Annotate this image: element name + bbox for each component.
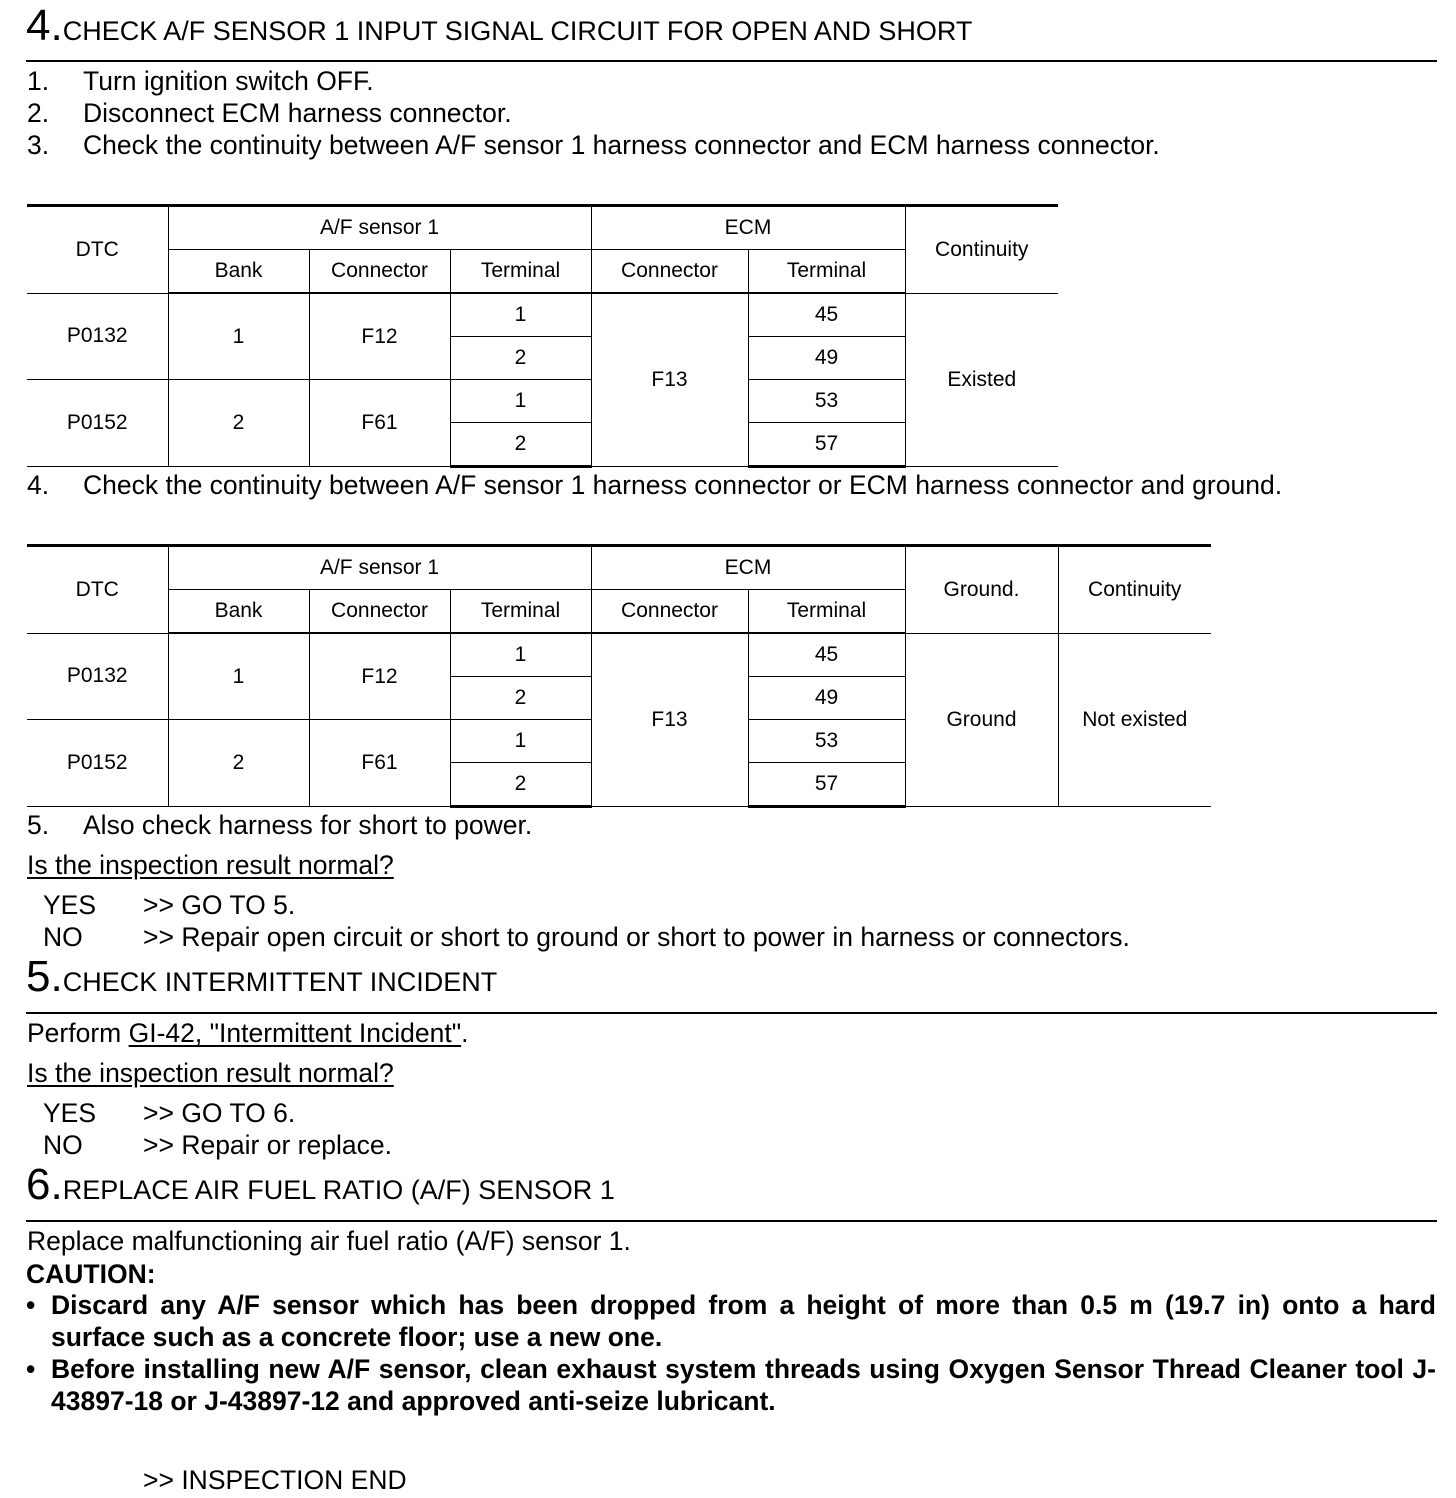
cell-dtc: P0132 xyxy=(27,293,168,380)
caution-bullet-1-text: Discard any A/F sensor which has been dropped from a height of more than 0.5 m (19.7 in) onto a hard surface such as a concrete floor; use a new one. xyxy=(51,1290,1436,1352)
step-5-number: 5. xyxy=(26,952,63,1001)
table-row xyxy=(27,633,1211,677)
header-ecm: ECM xyxy=(591,546,905,590)
step-6-title: REPLACE AIR FUEL RATIO (A/F) SENSOR 1 xyxy=(62,1175,615,1205)
cell-terminal: 1 xyxy=(450,293,591,337)
step-6-text: Replace malfunctioning air fuel ratio (A/F) sensor 1. xyxy=(27,1226,631,1256)
cell-dtc: P0132 xyxy=(27,633,168,720)
perform-suffix: . xyxy=(461,1018,469,1048)
item-3-text: Check the continuity between A/F sensor 1 harness connector and ECM harness connector. xyxy=(83,130,1160,160)
header-connector: Connector xyxy=(309,590,450,634)
header-dtc: DTC xyxy=(27,546,168,634)
caution-bullet-1 xyxy=(26,1289,1436,1353)
step-5-rule xyxy=(26,1012,1437,1014)
step-5-heading xyxy=(26,952,498,1001)
step-5-yes-label: YES xyxy=(43,1098,97,1128)
cell-connector: F12 xyxy=(309,293,450,380)
item-2-text: Disconnect ECM harness connector. xyxy=(83,98,512,128)
cell-connector: F61 xyxy=(309,720,450,807)
cell-terminal: 1 xyxy=(450,380,591,423)
header-bank: Bank xyxy=(168,590,309,634)
cell-bank: 2 xyxy=(168,380,309,467)
step-4-question-link[interactable]: Is the inspection result normal? xyxy=(27,850,394,880)
cell-dtc: P0152 xyxy=(27,720,168,807)
step-6-number: 6. xyxy=(26,1160,63,1209)
cell-terminal: 2 xyxy=(450,763,591,807)
step-5-no-text: >> Repair or replace. xyxy=(143,1130,392,1160)
table-row xyxy=(27,380,1058,423)
header-continuity: Continuity xyxy=(905,206,1058,294)
item-5-text: Also check harness for short to power. xyxy=(83,810,533,840)
item-3-number: 3. xyxy=(27,130,50,160)
step-5-title: CHECK INTERMITTENT INCIDENT xyxy=(62,967,498,997)
item-1-number: 1. xyxy=(27,66,50,96)
caution-bullet-2-text: Before installing new A/F sensor, clean exhaust system threads using Oxygen Sensor Thread Cleaner tool J-43897-18 or J-43897-12 and approved anti-seize lubricant. xyxy=(51,1354,1436,1416)
step-4-yes-text: >> GO TO 5. xyxy=(143,890,296,920)
bullet-dot: • xyxy=(26,1354,36,1384)
header-terminal: Terminal xyxy=(450,590,591,634)
header-dtc: DTC xyxy=(27,206,168,294)
table-row xyxy=(27,293,1058,337)
cell-ecm-terminal: 57 xyxy=(748,423,905,467)
cell-ecm-terminal: 57 xyxy=(748,763,905,807)
step-5-no-label: NO xyxy=(43,1130,83,1160)
continuity-table-ground xyxy=(27,544,1211,808)
step-5-perform-text xyxy=(27,1018,469,1048)
inspection-end-text: >> INSPECTION END xyxy=(143,1465,407,1495)
cell-ground: Ground xyxy=(905,633,1058,807)
cell-terminal: 2 xyxy=(450,337,591,380)
item-5-number: 5. xyxy=(27,810,50,840)
step-6-rule xyxy=(26,1220,1437,1222)
cell-connector: F61 xyxy=(309,380,450,467)
cell-ecm-connector: F13 xyxy=(591,633,748,807)
cell-dtc: P0152 xyxy=(27,380,168,467)
header-ecm-terminal: Terminal xyxy=(748,250,905,294)
header-ecm-terminal: Terminal xyxy=(748,590,905,634)
cell-bank: 1 xyxy=(168,633,309,720)
cell-ecm-terminal: 53 xyxy=(748,380,905,423)
header-ecm-connector: Connector xyxy=(591,250,748,294)
step-4-heading xyxy=(26,1,973,50)
header-af-sensor: A/F sensor 1 xyxy=(168,206,591,250)
cell-bank: 1 xyxy=(168,293,309,380)
cell-terminal: 1 xyxy=(450,633,591,677)
step-6-heading xyxy=(26,1160,615,1209)
intermittent-incident-link[interactable]: GI-42, "Intermittent Incident" xyxy=(128,1018,462,1048)
step-5-question-link[interactable]: Is the inspection result normal? xyxy=(27,1058,394,1088)
cell-ecm-terminal: 49 xyxy=(748,677,905,720)
cell-continuity: Not existed xyxy=(1058,633,1211,807)
cell-terminal: 2 xyxy=(450,677,591,720)
header-bank: Bank xyxy=(168,250,309,294)
perform-prefix: Perform xyxy=(27,1018,129,1048)
step-4-no-label: NO xyxy=(43,922,83,952)
step-4-rule xyxy=(26,60,1437,62)
step-4-number: 4. xyxy=(26,1,63,50)
header-ground: Ground. xyxy=(905,546,1058,634)
header-terminal: Terminal xyxy=(450,250,591,294)
step-4-yes-label: YES xyxy=(43,890,97,920)
cell-bank: 2 xyxy=(168,720,309,807)
item-2-number: 2. xyxy=(27,98,50,128)
cell-terminal: 1 xyxy=(450,720,591,763)
step-4-title: CHECK A/F SENSOR 1 INPUT SIGNAL CIRCUIT FOR OPEN AND SHORT xyxy=(62,16,973,46)
item-4-text: Check the continuity between A/F sensor 1 harness connector or ECM harness connector and ground. xyxy=(83,470,1283,500)
header-continuity: Continuity xyxy=(1058,546,1211,634)
caution-label: CAUTION: xyxy=(26,1259,156,1289)
header-ecm: ECM xyxy=(591,206,905,250)
step-5-yes-text: >> GO TO 6. xyxy=(143,1098,296,1128)
header-connector: Connector xyxy=(309,250,450,294)
header-af-sensor: A/F sensor 1 xyxy=(168,546,591,590)
item-4-number: 4. xyxy=(27,470,50,500)
cell-ecm-connector: F13 xyxy=(591,293,748,467)
continuity-table-ecm xyxy=(27,204,1058,468)
item-1-text: Turn ignition switch OFF. xyxy=(83,66,374,96)
cell-ecm-terminal: 49 xyxy=(748,337,905,380)
cell-ecm-terminal: 53 xyxy=(748,720,905,763)
cell-continuity: Existed xyxy=(905,293,1058,467)
step-4-no-text: >> Repair open circuit or short to ground or short to power in harness or connectors. xyxy=(143,922,1130,952)
cell-ecm-terminal: 45 xyxy=(748,293,905,337)
cell-connector: F12 xyxy=(309,633,450,720)
caution-bullet-2 xyxy=(26,1353,1436,1417)
header-ecm-connector: Connector xyxy=(591,590,748,634)
cell-terminal: 2 xyxy=(450,423,591,467)
cell-ecm-terminal: 45 xyxy=(748,633,905,677)
bullet-dot: • xyxy=(26,1290,36,1320)
